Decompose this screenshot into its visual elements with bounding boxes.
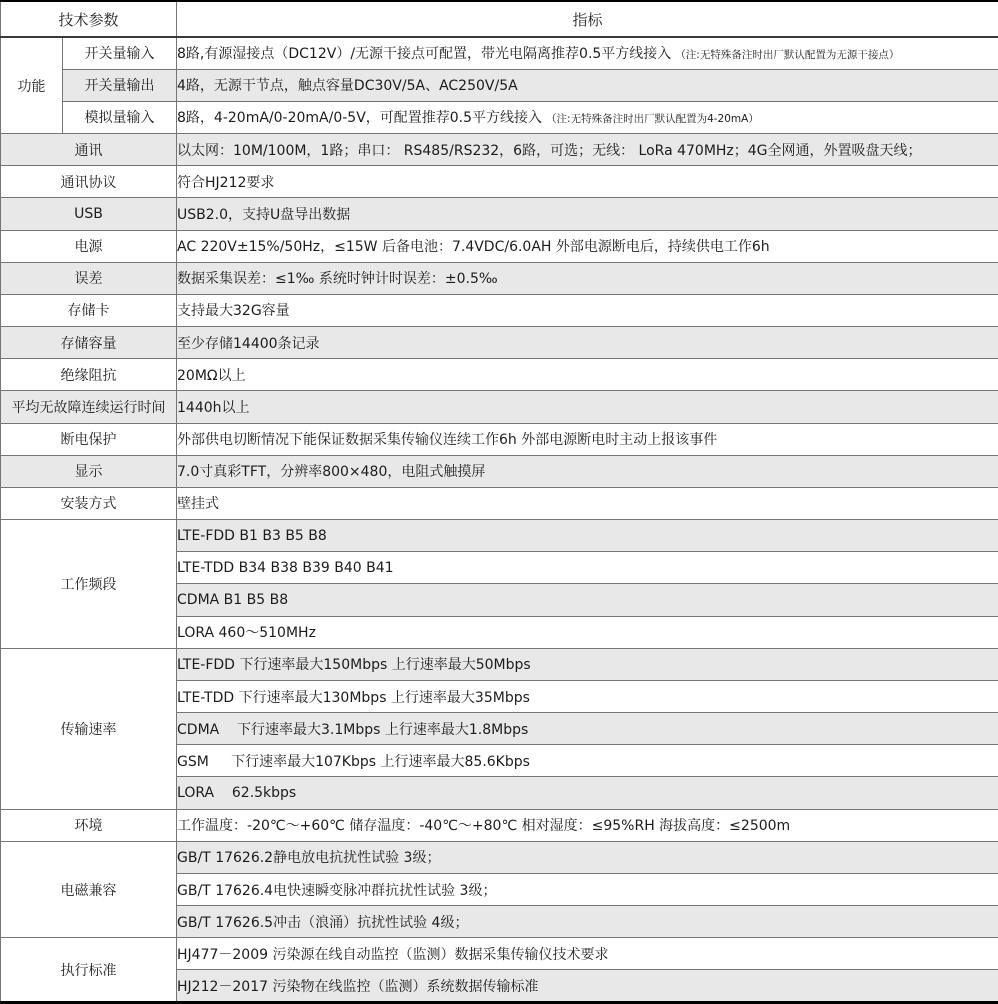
spec-text: LORA 62.5kbps: [177, 785, 297, 802]
spec-text: 8路,有源湿接点（DC12V）/无源干接点可配置，带光电隔离推荐0.5平方线接入: [177, 46, 672, 63]
table-row: [1, 391, 998, 423]
spec-note: （注:无特殊备注时出厂默认配置为4-20mA）: [546, 113, 759, 126]
table-row: [1, 37, 998, 69]
spec-value-cell: [177, 873, 998, 905]
spec-table-body: [1, 37, 998, 1003]
spec-text: 至少存储14400条记录: [177, 335, 320, 352]
spec-value-cell: [177, 680, 998, 712]
param-label-cell: 存储卡: [1, 294, 177, 326]
spec-text: CDMA B1 B5 B8: [177, 592, 289, 608]
param-label-cell: 误差: [1, 262, 177, 294]
spec-value-cell: [177, 616, 998, 648]
spec-value-cell: [177, 101, 998, 133]
table-row: [1, 294, 998, 326]
table-row: [1, 423, 998, 455]
spec-text: USB2.0，支持U盘导出数据: [177, 206, 351, 223]
param-label-cell: 通讯: [1, 134, 177, 166]
param-label-cell: 通讯协议: [1, 166, 177, 198]
spec-text: LTE-FDD 下行速率最大150Mbps 上行速率最大50Mbps: [177, 657, 531, 674]
table-row: [1, 455, 998, 487]
spec-value-cell: [177, 520, 998, 552]
spec-text: 8路，4-20mA/0-20mA/0-5V，可配置推荐0.5平方线接入: [177, 110, 543, 127]
table-row: [1, 69, 998, 101]
spec-text: LORA 460～510MHz: [177, 625, 316, 642]
spec-value-cell: [177, 906, 998, 938]
spec-value-cell: [177, 391, 998, 423]
table-row: [1, 938, 998, 970]
spec-value-cell: [177, 294, 998, 326]
param-label-cell: 安装方式: [1, 487, 177, 519]
table-row: [1, 262, 998, 294]
spec-text: GB/T 17626.4电快速瞬变脉冲群抗扰性试验 3级；: [177, 882, 497, 899]
param-label-cell: 显示: [1, 455, 177, 487]
spec-value-cell: [177, 552, 998, 584]
spec-text: LTE-TDD B34 B38 B39 B40 B41: [177, 559, 394, 576]
table-row: [1, 166, 998, 198]
spec-value-cell: [177, 327, 998, 359]
spec-text: 20MΩ以上: [177, 367, 246, 384]
spec-value-cell: [177, 584, 998, 616]
param-group-cell: 传输速率: [1, 648, 177, 809]
spec-text: HJ477－2009 污染源在线自动监控（监测）数据采集传输仪技术要求: [177, 946, 609, 963]
param-label-cell: 电源: [1, 230, 177, 262]
spec-text: CDMA 下行速率最大3.1Mbps 上行速率最大1.8Mbps: [177, 721, 529, 738]
table-row: [1, 487, 998, 519]
spec-value-cell: [177, 134, 998, 166]
spec-text: 壁挂式: [177, 496, 220, 513]
table-row: [1, 101, 998, 133]
spec-value-cell: [177, 713, 998, 745]
spec-text: 符合HJ212要求: [177, 174, 275, 191]
sub-param-cell: 模拟量输入: [63, 101, 177, 133]
spec-value-cell: [177, 359, 998, 391]
spec-text: 以太网：10M/100M，1路；串口： RS485/RS232，6路，可选；无线： LoRa 470MHz；4G全网通，外置吸盘天线；: [177, 142, 922, 159]
param-group-cell: 执行标准: [1, 938, 177, 1003]
spec-value-cell: [177, 648, 998, 680]
spec-text: 支持最大32G容量: [177, 303, 290, 320]
header-row: [1, 1, 998, 37]
spec-value-cell: [177, 970, 998, 1003]
spec-value-cell: [177, 230, 998, 262]
spec-text: HJ212－2017 污染物在线监控（监测）系统数据传输标准: [177, 978, 539, 995]
spec-text: 7.0寸真彩TFT，分辨率800×480，电阻式触摸屏: [177, 464, 486, 481]
table-row: [1, 327, 998, 359]
spec-text: 1440h以上: [177, 399, 250, 416]
param-group-cell: 电磁兼容: [1, 841, 177, 938]
spec-text: 外部供电切断情况下能保证数据采集传输仪连续工作6h 外部电源断电时主动上报该事件: [177, 432, 718, 449]
spec-value-cell: [177, 938, 998, 970]
spec-text: LTE-TDD 下行速率最大130Mbps 上行速率最大35Mbps: [177, 689, 530, 706]
sub-param-cell: 开关量输出: [63, 69, 177, 101]
spec-value-cell: [177, 423, 998, 455]
table-row: [1, 809, 998, 841]
spec-text: LTE-FDD B1 B3 B5 B8: [177, 527, 327, 544]
param-group-cell: 工作频段: [1, 520, 177, 649]
spec-text: 工作温度：-20℃～+60℃ 储存温度：-40℃～+80℃ 相对湿度：≤95%RH 海拔高度：≤2500m: [177, 818, 791, 835]
spec-value-cell: [177, 487, 998, 519]
spec-value-cell: [177, 841, 998, 873]
spec-text: AC 220V±15%/50Hz，≤15W 后备电池：7.4VDC/6.0AH 外部电源断电后，持续供电工作6h: [177, 239, 770, 256]
spec-text: 数据采集误差：≤1‰ 系统时钟计时误差：±0.5‰: [177, 271, 498, 288]
param-label-cell: 环境: [1, 809, 177, 841]
spec-value-cell: [177, 37, 998, 69]
table-row: [1, 648, 998, 680]
table-row: [1, 230, 998, 262]
param-label-cell: 平均无故障连续运行时间: [1, 391, 177, 423]
sub-param-cell: 开关量输入: [63, 37, 177, 69]
table-row: [1, 359, 998, 391]
param-label-cell: 存储容量: [1, 327, 177, 359]
spec-text: GSM 下行速率最大107Kbps 上行速率最大85.6Kbps: [177, 753, 530, 770]
param-label-cell: 绝缘阻抗: [1, 359, 177, 391]
header-param-column: 技术参数: [1, 1, 177, 37]
spec-value-cell: [177, 198, 998, 230]
table-row: [1, 134, 998, 166]
spec-text: 4路，无源干节点，触点容量DC30V/5A、AC250V/5A: [177, 78, 518, 95]
spec-value-cell: [177, 166, 998, 198]
table-row: [1, 520, 998, 552]
spec-value-cell: [177, 745, 998, 777]
spec-text: GB/T 17626.2静电放电抗扰性试验 3级；: [177, 850, 441, 867]
spec-value-cell: [177, 455, 998, 487]
table-row: [1, 198, 998, 230]
spec-text: GB/T 17626.5冲击（浪涌）抗扰性试验 4级；: [177, 914, 469, 931]
param-group-cell: 功能: [1, 37, 63, 134]
table-row: [1, 841, 998, 873]
spec-value-cell: [177, 809, 998, 841]
header-spec-column: 指标: [177, 1, 998, 37]
param-label-cell: USB: [1, 198, 177, 230]
spec-value-cell: [177, 262, 998, 294]
spec-value-cell: [177, 69, 998, 101]
param-label-cell: 断电保护: [1, 423, 177, 455]
spec-value-cell: [177, 777, 998, 809]
spec-note: （注:无特殊备注时出厂默认配置为无源干接点）: [675, 49, 900, 62]
